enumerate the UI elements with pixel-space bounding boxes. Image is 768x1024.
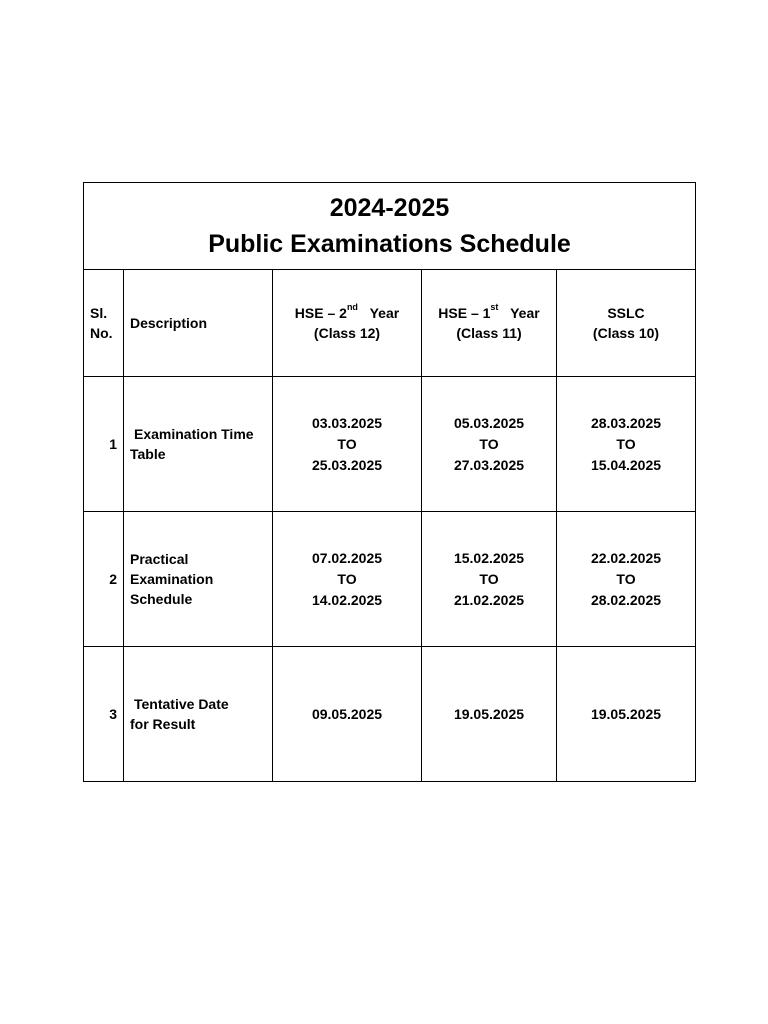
date-start: 15.02.2025 [453,549,525,566]
date-start: 28.03.2025 [590,414,662,431]
header-sslc-label: SSLC [607,305,645,321]
row-hse1-dates [422,647,557,782]
date-to: TO [479,570,499,587]
title-year: 2024-2025 [329,194,450,222]
header-hse1-prefix: HSE – 1 [438,305,491,321]
date-end: 14.02.2025 [311,591,383,608]
row-hse1-dates [422,377,557,512]
row-desc-line: Practical [130,551,189,567]
row-sslc-dates [557,647,696,782]
row-hse2-dates [273,647,422,782]
row-description [124,512,273,647]
header-description: Description [124,270,273,377]
date-start: 22.02.2025 [590,549,662,566]
header-hse1-sup: st [490,302,499,313]
header-hse-2nd-year [273,270,422,377]
date-end: 21.02.2025 [453,591,525,608]
row-hse2-dates [273,512,422,647]
result-date: 19.05.2025 [453,705,525,722]
date-start: 05.03.2025 [453,414,525,431]
header-hse2-suffix: Year [369,305,400,321]
date-to: TO [337,570,357,587]
header-hse2-class: (Class 12) [313,325,381,341]
table-row [84,377,696,512]
header-hse2-prefix: HSE – 2 [294,305,347,321]
header-hse1-class: (Class 11) [456,325,522,341]
row-sl-no: 1 [84,377,124,512]
date-to: TO [616,435,636,452]
row-sslc-dates [557,377,696,512]
date-to: TO [337,435,357,452]
table-row [84,512,696,647]
row-hse2-dates [273,377,422,512]
date-end: 27.03.2025 [453,456,525,473]
page-title: Public Examinations Schedule [208,230,571,258]
exam-schedule-table [83,182,696,782]
date-start: 03.03.2025 [311,414,383,431]
row-desc-line: Schedule [130,591,193,607]
date-to: TO [479,435,499,452]
row-desc-line: Tentative Date [134,696,229,712]
row-hse1-dates [422,512,557,647]
row-description [124,647,273,782]
date-end: 15.04.2025 [590,456,662,473]
row-sslc-dates [557,512,696,647]
header-hse2-sup: nd [346,302,358,313]
result-date: 19.05.2025 [590,705,662,722]
title-row [84,183,696,270]
header-sslc [557,270,696,377]
row-desc-line: Examination [130,571,214,587]
date-start: 07.02.2025 [311,549,383,566]
header-sl-line2: No. [90,325,113,341]
header-sl-line1: Sl. [90,305,108,321]
date-to: TO [616,570,636,587]
row-sl-no: 3 [84,647,124,782]
result-date: 09.05.2025 [311,705,383,722]
table-row [84,647,696,782]
row-desc-line: Examination Time [134,426,254,442]
title-cell [84,183,696,270]
header-sl-no [84,270,124,377]
header-row [84,270,696,377]
row-description [124,377,273,512]
row-desc-line: for Result [130,716,196,732]
header-hse-1st-year [422,270,557,377]
date-end: 25.03.2025 [311,456,383,473]
row-desc-line: Table [130,446,166,462]
row-sl-no: 2 [84,512,124,647]
date-end: 28.02.2025 [590,591,662,608]
header-hse1-suffix: Year [510,305,540,321]
header-sslc-class: (Class 10) [592,325,660,341]
